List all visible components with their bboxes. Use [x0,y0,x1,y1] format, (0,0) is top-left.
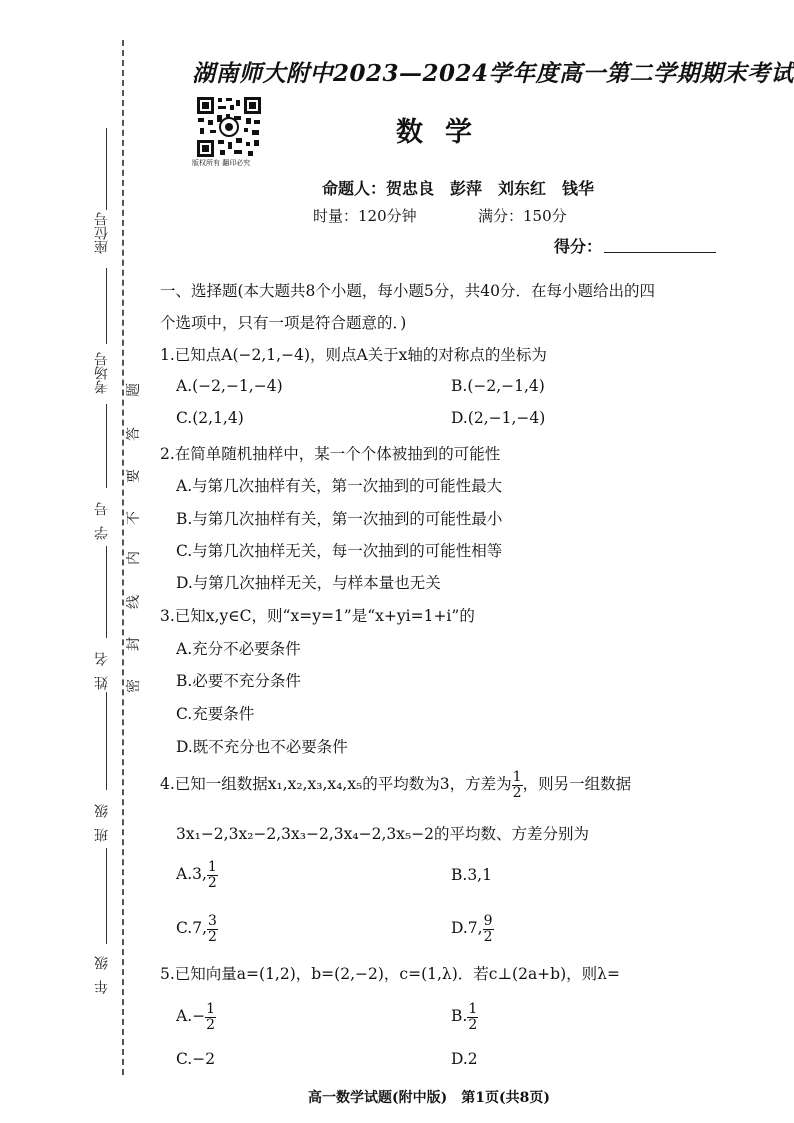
q2-option-b[interactable]: B.与第几次抽样有关，第一次抽到的可能性最小 [176,510,503,528]
fraction-numerator: 1 [468,1001,478,1017]
seal-char: 答 [126,427,142,441]
fraction-numerator: 3 [208,913,217,929]
q5-option-a[interactable] [176,1002,216,1032]
name-blank[interactable] [106,546,107,638]
q3-option-b[interactable]: B.必要不充分条件 [176,672,301,690]
room-blank[interactable] [106,268,107,344]
class-label: 班级 [94,794,110,842]
fraction-numerator: 1 [207,859,217,875]
grade-blank[interactable] [106,848,107,944]
q1-option-c[interactable]: C.(2,1,4) [176,409,244,427]
q5-option-b[interactable] [451,1002,478,1032]
student-no-label: 学号 [94,492,110,540]
q4-option-a-fraction [207,860,218,890]
seal-char: 密 [126,679,142,693]
fraction-numerator: 1 [206,1001,216,1017]
fraction-numerator: 1 [512,769,522,785]
q1-stem: 1.已知点A(−2,1,−4)，则点A关于x轴的对称点的坐标为 [160,346,547,364]
grade-label: 年级 [94,946,110,994]
q4-option-a[interactable] [176,860,218,890]
qr-caption: 版权所有 翻印必究 [192,159,251,167]
seal-char: 内 [126,551,142,565]
seal-char: 要 [126,469,142,483]
fraction-denominator: 2 [207,874,217,891]
seal-char: 封 [126,637,142,651]
q4-option-c[interactable] [176,914,218,944]
fraction-denominator: 2 [483,928,493,945]
q4-option-d-label: D.7, [451,919,483,938]
q4-option-a-label: A.3, [176,865,207,884]
seal-char: 不 [126,511,142,525]
q4-stem-fraction [512,770,523,800]
q5-option-a-fraction [205,1002,216,1032]
q4-stem-line1 [160,770,631,800]
q4-stem-part1: 4.已知一组数据x₁,x₂,x₃,x₄,x₅的平均数为3，方差为 [160,775,512,794]
fraction-denominator: 2 [512,784,522,801]
q5-option-d[interactable]: D.2 [451,1050,478,1068]
q3-stem: 3.已知x,y∈C，则“x=y=1”是“x+yi=1+i”的 [160,607,475,625]
q2-option-c[interactable]: C.与第几次抽样无关，每一次抽到的可能性相等 [176,542,503,560]
seat-blank[interactable] [106,128,107,210]
q5-option-b-label: B. [451,1007,468,1026]
class-blank[interactable] [106,692,107,790]
section-intro-line1: 一、选择题(本大题共8个小题，每小题5分，共40分．在每小题给出的四 [160,282,655,300]
seal-char: 线 [126,595,142,609]
q1-option-d[interactable]: D.(2,−1,−4) [451,409,546,427]
q4-stem-line2: 3x₁−2,3x₂−2,3x₃−2,3x₄−2,3x₅−2的平均数、方差分别为 [176,825,590,843]
q1-option-a[interactable]: A.(−2,−1,−4) [176,377,283,395]
fraction-denominator: 2 [468,1016,478,1033]
q1-option-b[interactable]: B.(−2,−1,4) [451,377,545,395]
page-footer: 高一数学试题(附中版) 第1页(共8页) [308,1090,550,1106]
q4-stem-part2: ，则另一组数据 [522,775,632,794]
full-score: 满分：150分 [478,207,567,225]
seal-char: 题 [126,383,142,397]
section-intro-line2: 个选项中，只有一项是符合题意的．) [160,314,407,332]
q2-option-d[interactable]: D.与第几次抽样无关，与样本量也无关 [176,574,441,592]
q5-option-b-fraction [467,1002,478,1032]
fraction-numerator: 9 [483,913,493,929]
fraction-denominator: 2 [208,928,217,945]
q5-option-c[interactable]: C.−2 [176,1050,216,1068]
subject-title: 数学 [396,117,494,148]
q4-option-c-label: C.7, [176,919,208,938]
q3-option-c[interactable]: C.充要条件 [176,705,255,723]
exam-title: 湖南师大附中2023—2024学年度高一第二学期期末考试 [192,60,794,87]
room-label: 考场号 [94,352,110,394]
q2-option-a[interactable]: A.与第几次抽样有关，第一次抽到的可能性最大 [176,477,503,495]
q2-stem: 2.在简单随机抽样中，某一个个体被抽到的可能性 [160,445,501,463]
time-limit: 时量：120分钟 [313,207,417,225]
q4-option-d[interactable] [451,914,494,944]
q4-option-b[interactable]: B.3,1 [451,866,492,884]
q4-option-d-fraction [483,914,494,944]
fraction-denominator: 2 [206,1016,216,1033]
seat-label: 座位号 [94,212,110,254]
authors-line: 命题人：贺忠良 彭萍 刘东红 钱华 [322,179,595,198]
q4-option-c-fraction [207,914,218,944]
score-blank[interactable] [604,252,716,253]
q5-option-a-label: A.− [176,1007,206,1026]
q5-stem: 5.已知向量a=(1,2)，b=(2,−2)，c=(1,λ)．若c⊥(2a+b)，则λ= [160,965,620,983]
score-label: 得分： [554,237,603,256]
student-no-blank[interactable] [106,404,107,488]
q3-option-a[interactable]: A.充分不必要条件 [176,640,301,658]
qr-code-icon [196,96,262,158]
q3-option-d[interactable]: D.既不充分也不必要条件 [176,738,348,756]
name-label: 姓名 [94,642,110,690]
